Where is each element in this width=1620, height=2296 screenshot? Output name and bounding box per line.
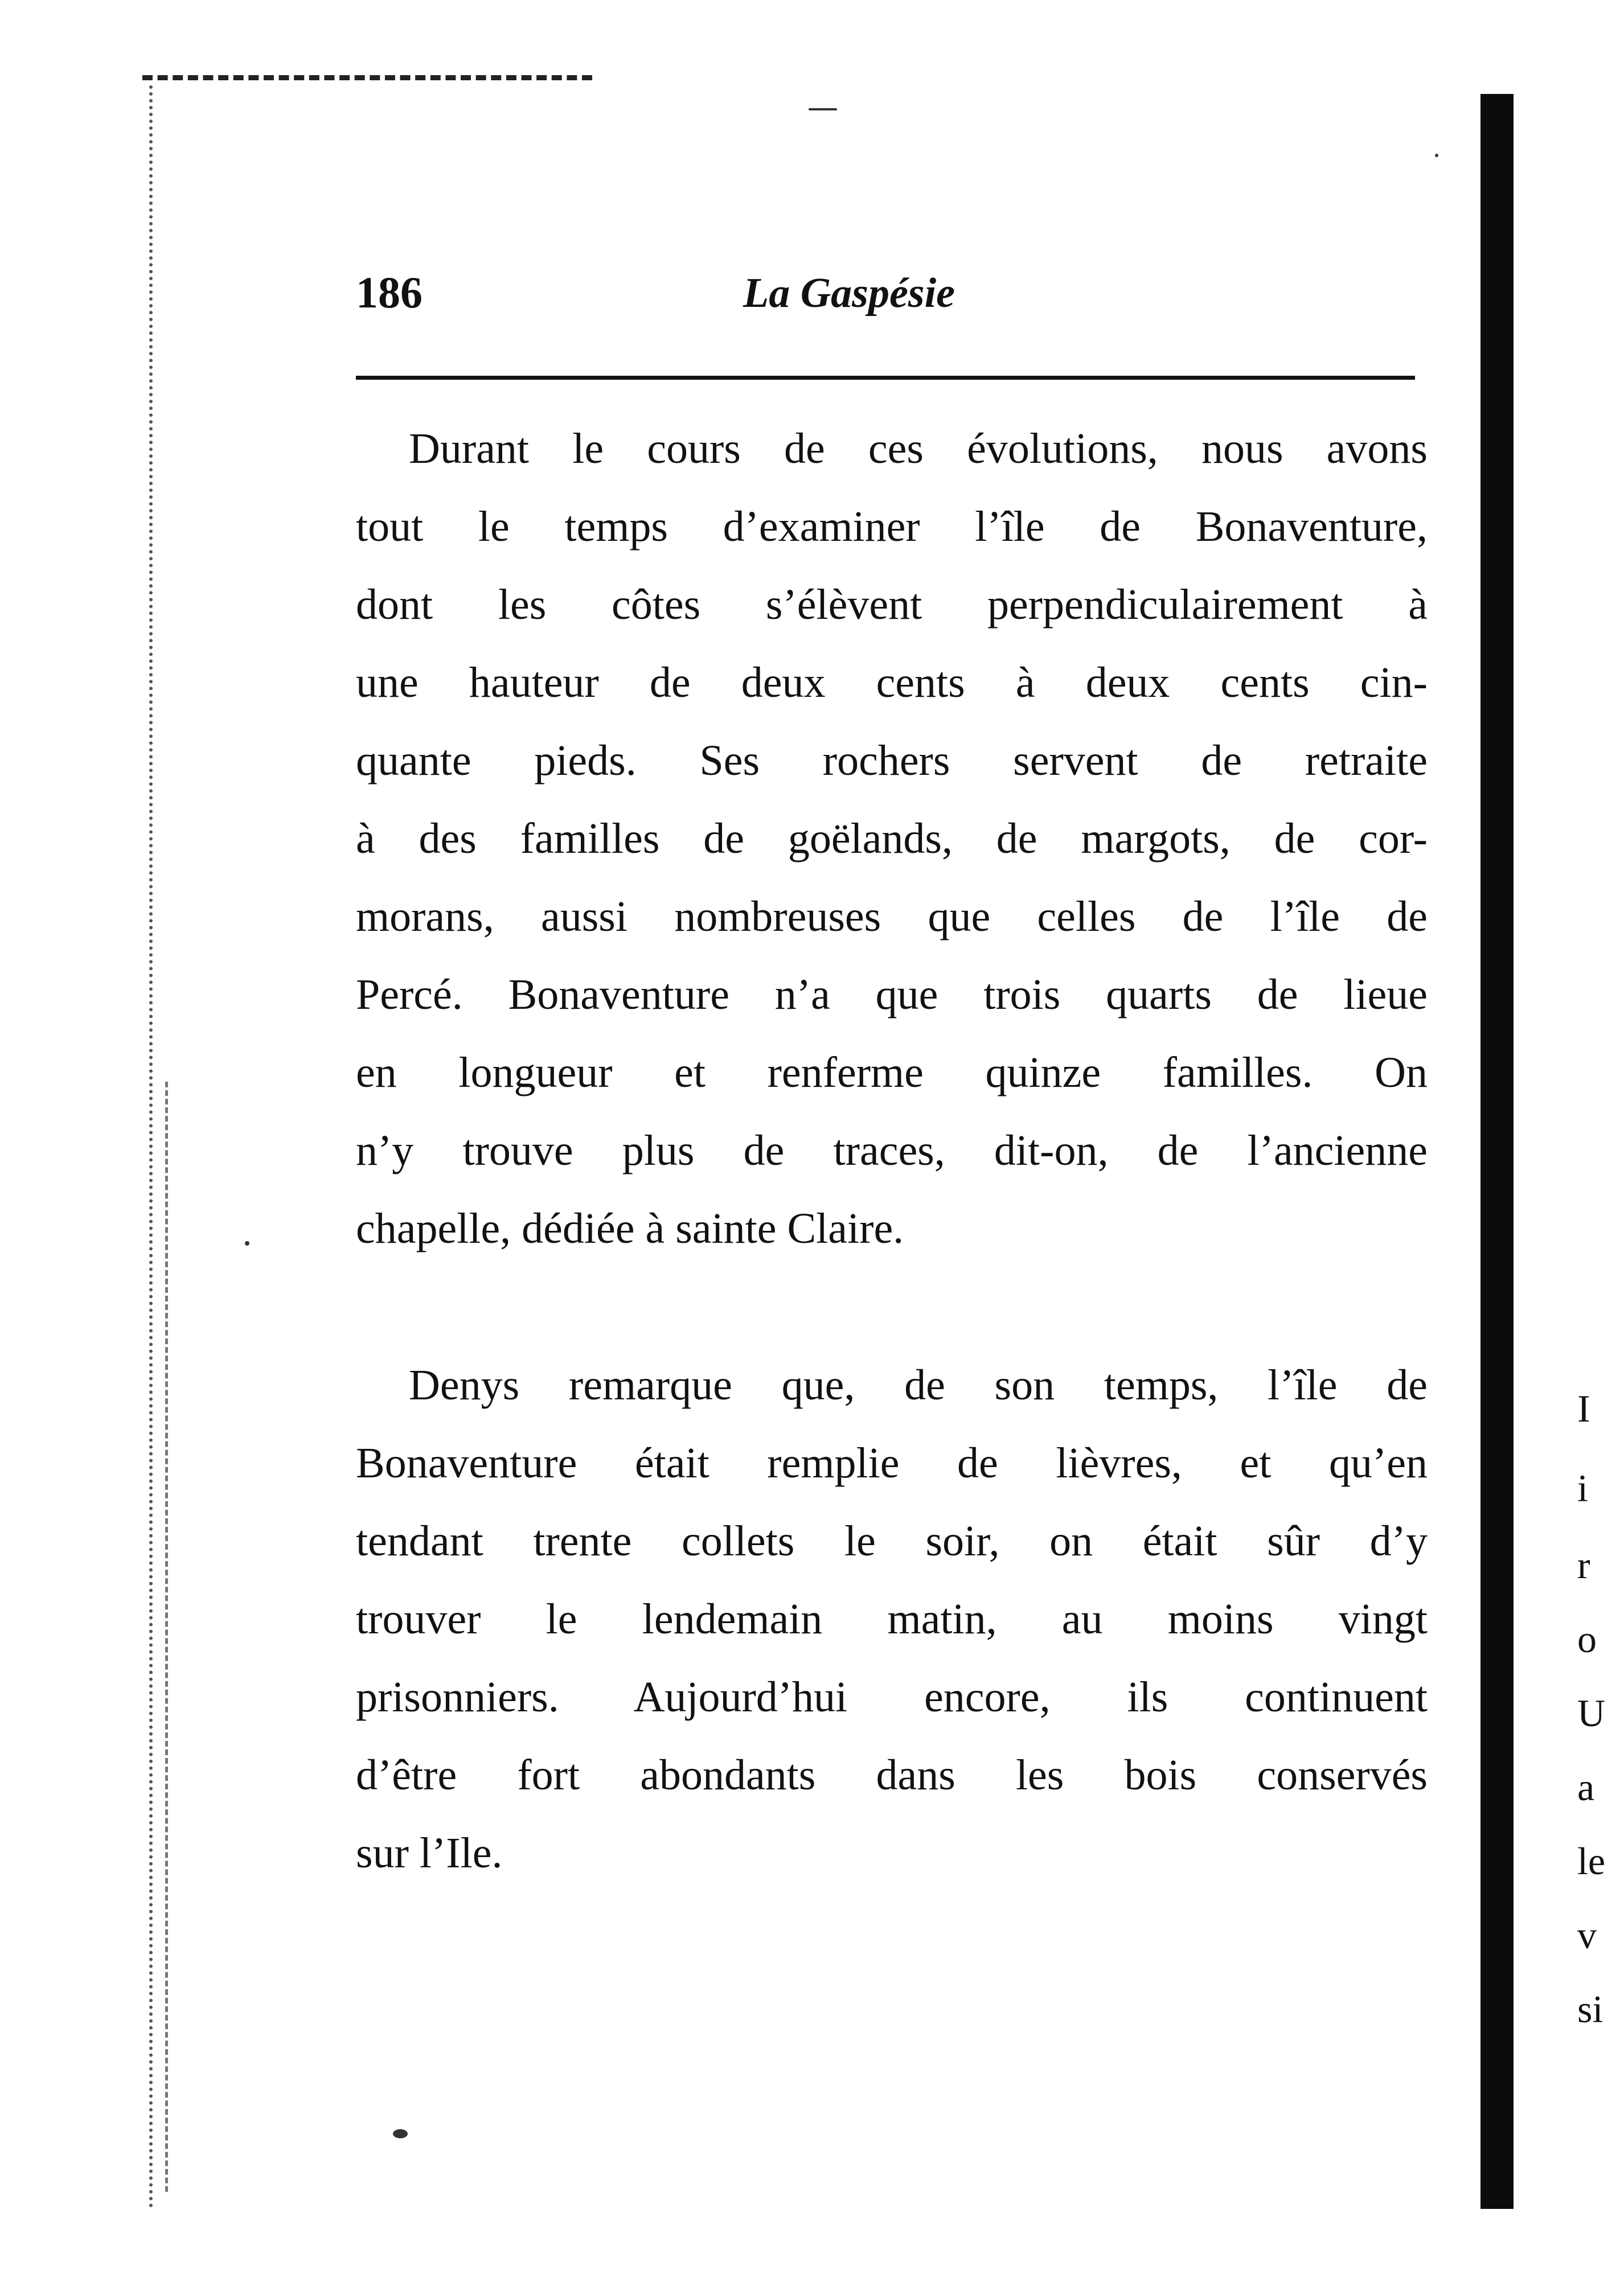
bleed-letter: I: [1577, 1387, 1590, 1430]
bleed-letter: si: [1577, 1987, 1603, 2031]
text-line: n’y trouve plus de traces, dit-on, de l’ancienne: [356, 1127, 1428, 1174]
text-line: dont les côtes s’élèvent perpendiculairement à: [356, 581, 1428, 629]
text-line: prisonniers. Aujourd’hui encore, ils continuent: [356, 1673, 1428, 1721]
text-line: trouver le lendemain matin, au moins vingt: [356, 1595, 1428, 1643]
page-gutter-shadow: [1480, 94, 1514, 2209]
scan-left-edge: [149, 85, 153, 2209]
text-line: Percé. Bonaventure n’a que trois quarts de lieue: [356, 971, 1428, 1018]
text-line: tendant trente collets le soir, on était sûr d’y: [356, 1517, 1428, 1565]
bleed-letter: a: [1577, 1765, 1595, 1809]
text-line: Durant le cours de ces évolutions, nous avons: [409, 425, 1428, 473]
text-line: quante pieds. Ses rochers servent de retraite: [356, 737, 1428, 784]
scan-speck: [393, 2129, 408, 2138]
text-line: Denys remarque que, de son temps, l’île de: [409, 1361, 1428, 1409]
scan-speck: [245, 1241, 249, 1246]
text-line: morans, aussi nombreuses que celles de l’île de: [356, 893, 1428, 940]
text-line: en longueur et renferme quinze familles. On: [356, 1049, 1428, 1096]
scan-speck: [809, 108, 837, 110]
header-rule: [356, 376, 1415, 380]
bleed-letter: r: [1577, 1543, 1590, 1587]
bleed-letter: v: [1577, 1913, 1597, 1957]
text-line: une hauteur de deux cents à deux cents cin-: [356, 659, 1428, 707]
text-line: d’être fort abondants dans les bois conservés: [356, 1751, 1428, 1799]
page-number: 186: [356, 268, 423, 317]
text-line: à des familles de goëlands, de margots, de cor-: [356, 815, 1428, 862]
scan-speck: [1435, 154, 1438, 157]
bleed-letter: i: [1577, 1467, 1588, 1510]
text-line: chapelle, dédiée à sainte Claire.: [356, 1205, 904, 1252]
scan-left-edge-inner: [165, 1082, 168, 2192]
text-line: Bonaventure était remplie de lièvres, et qu’en: [356, 1439, 1428, 1487]
text-line: tout le temps d’examiner l’île de Bonaventure,: [356, 503, 1428, 551]
scan-top-edge: [142, 75, 592, 80]
bleed-letter: U: [1577, 1691, 1606, 1735]
running-title: La Gaspésie: [743, 270, 955, 317]
bleed-letter: le: [1577, 1839, 1606, 1883]
text-line: sur l’Ile.: [356, 1829, 503, 1877]
bleed-letter: o: [1577, 1617, 1597, 1661]
